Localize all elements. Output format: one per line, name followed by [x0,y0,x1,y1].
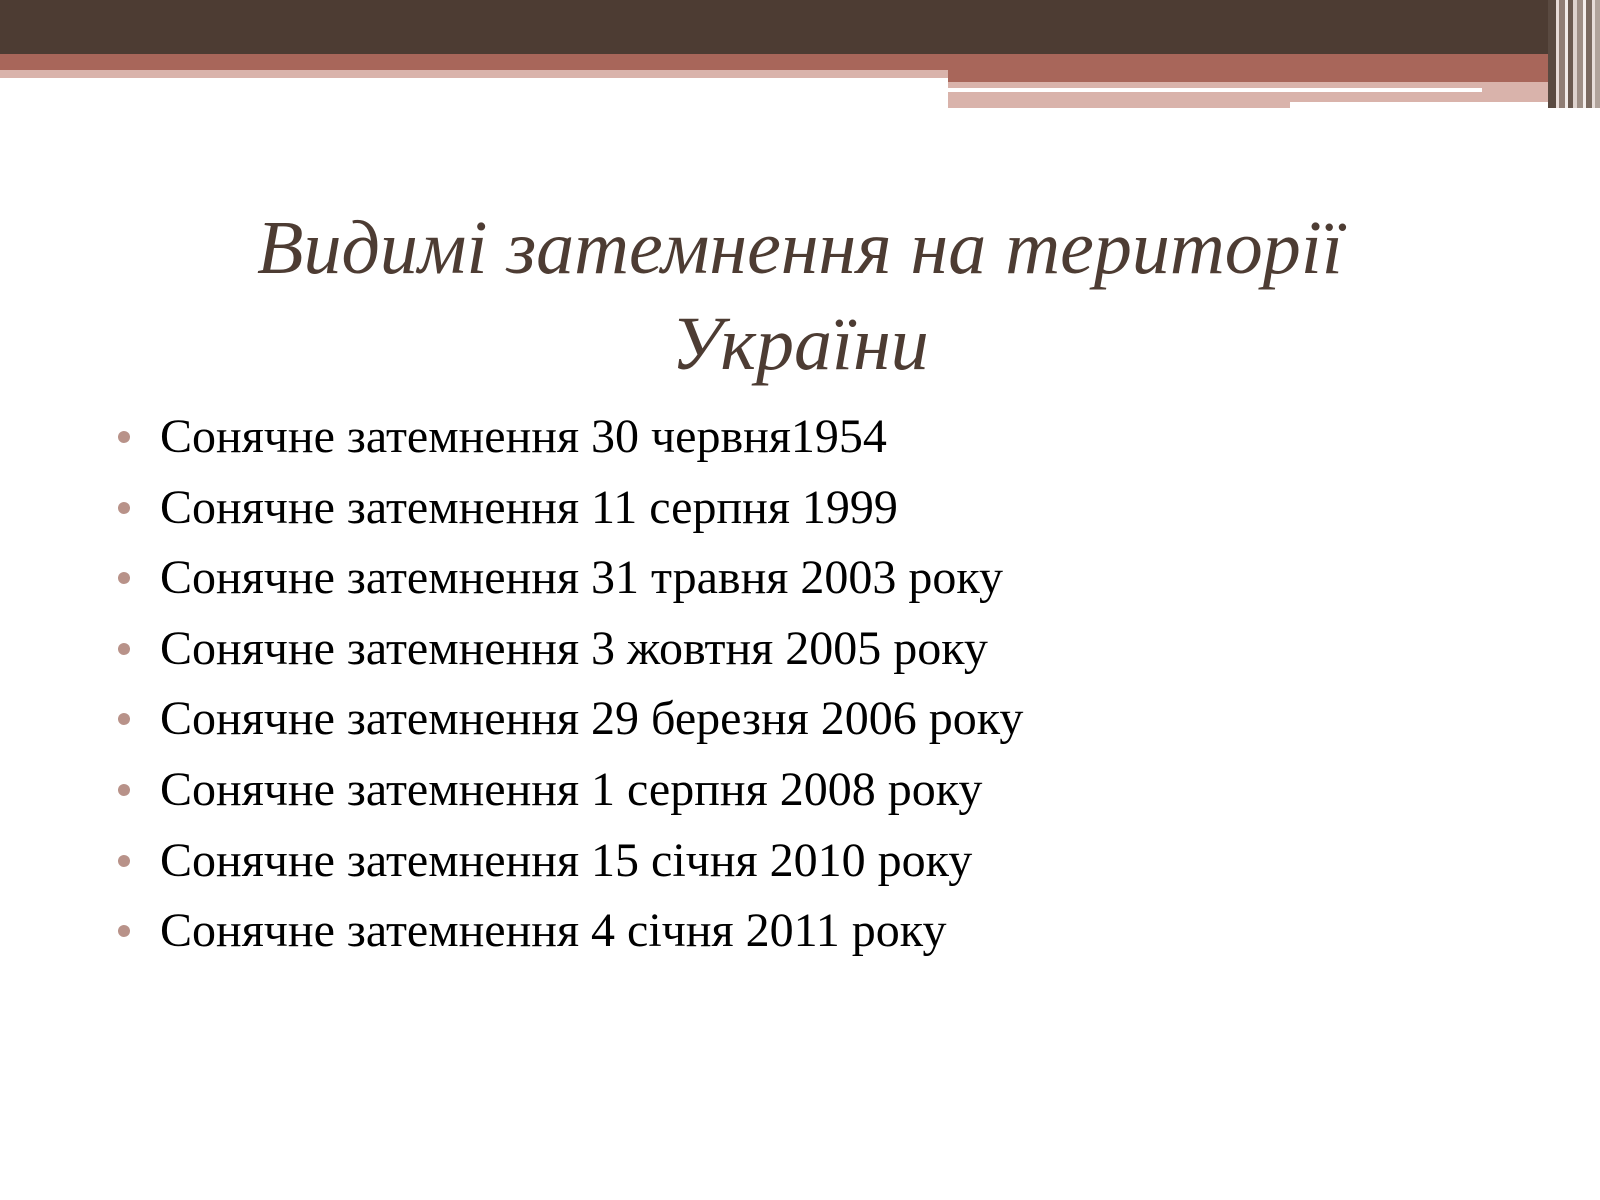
bullet-dot-icon [118,855,130,867]
eclipse-list [112,402,1512,967]
bullet-dot-icon [118,643,130,655]
list-item-text: Сонячне затемнення 15 січня 2010 року [160,833,973,887]
slide-title: Видимі затемнення на території України [257,206,1343,386]
list-item [112,755,1512,826]
list-item [112,896,1512,967]
list-item-text: Сонячне затемнення 3 жовтня 2005 року [160,621,988,675]
list-item-text: Сонячне затемнення 30 червня1954 [160,410,887,463]
bullet-dot-icon [118,431,130,443]
list-item-text: Сонячне затемнення 1 серпня 2008 року [160,762,983,816]
list-item [112,684,1512,755]
list-item [112,473,1512,544]
header-band-rust-right [948,70,1600,82]
list-item [112,614,1512,685]
list-item-text: Сонячне затемнення 31 травня 2003 року [160,551,1003,605]
bullet-dot-icon [118,502,130,514]
bullet-dot-icon [118,572,130,584]
list-item [112,826,1512,897]
header-band-light [0,70,948,78]
list-item-text: Сонячне затемнення 4 січня 2011 року [160,904,947,958]
bullet-dot-icon [118,784,130,796]
bullet-dot-icon [118,925,130,937]
list-item [112,402,1512,473]
list-item-text: Сонячне затемнення 11 серпня 1999 [160,480,898,534]
header-stripes [1548,0,1600,108]
bullet-dot-icon [118,713,130,725]
header-band-dark [0,0,1600,54]
list-item [112,543,1512,614]
header-band-rust [0,54,1600,70]
list-item-text: Сонячне затемнення 29 березня 2006 року [160,692,1024,746]
header-band-white-line [948,88,1482,92]
